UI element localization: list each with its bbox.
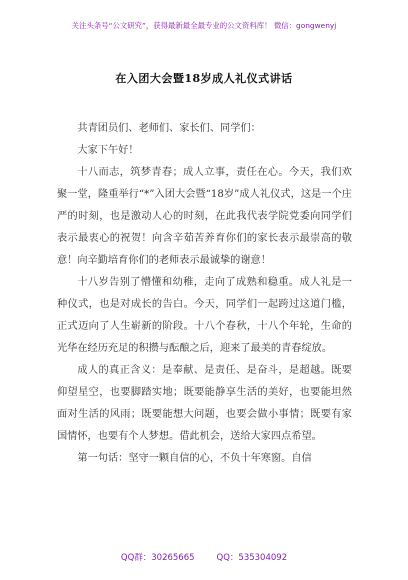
paragraph-1: 十八而志，筑梦青春；成人立事，责任在心。今天，我们欢聚一堂，隆重举行“*”入团大会暨“18岁”成人礼仪式，这是一个庄严的时刻，也是激动人心的时刻，在此我代表学院党委向同学们表示最衷心的祝贺！向含辛茹苦养育你们的家长表示最崇高的敬意！向辛勤培育你们的老师表示最诚挚的谢意！ [57, 167, 352, 266]
paragraph-3: 成人的真正含义：是奉献、是责任、是奋斗，是超越。既要仰望星空，也要脚踏实地；既要能静享生活的美好，也要能坦然面对生活的风雨；既要能想大问题，也要会做小事情；既要有家国情怀，也要有个人梦想。借此机会，送给大家四点希望。 [57, 365, 352, 442]
paragraph-2: 十八岁告别了懵懂和幼稚，走向了成熟和稳重。成人礼是一种仪式，也是对成长的告白。今天，同学们一起跨过这道门槛，正式迈向了人生崭新的阶段。十八个春秋，十八个年轮，生命的光华在经历充足的积攒与酝酿之后，迎来了最美的青春绽放。 [57, 277, 352, 354]
paragraph-4: 第一句话：坚守一颗自信的心，不负十年寒窗。自信 [77, 453, 312, 464]
footer-contact [0, 551, 408, 563]
header-banner: 关注头条号“公文研究”，获得最新最全最专业的公文资料库！ 微信：gongwenyj [71, 21, 337, 30]
qq-group: QQ群：30265665 [120, 553, 195, 563]
qq-number: QQ：535304092 [216, 553, 288, 563]
document-title: 在入团大会暨18岁成人礼仪式讲话 [115, 72, 293, 85]
document-body [57, 118, 352, 470]
greeting: 大家下午好！ [77, 145, 139, 156]
salutation: 共青团员们、老师们、家长们、同学们： [77, 123, 261, 134]
